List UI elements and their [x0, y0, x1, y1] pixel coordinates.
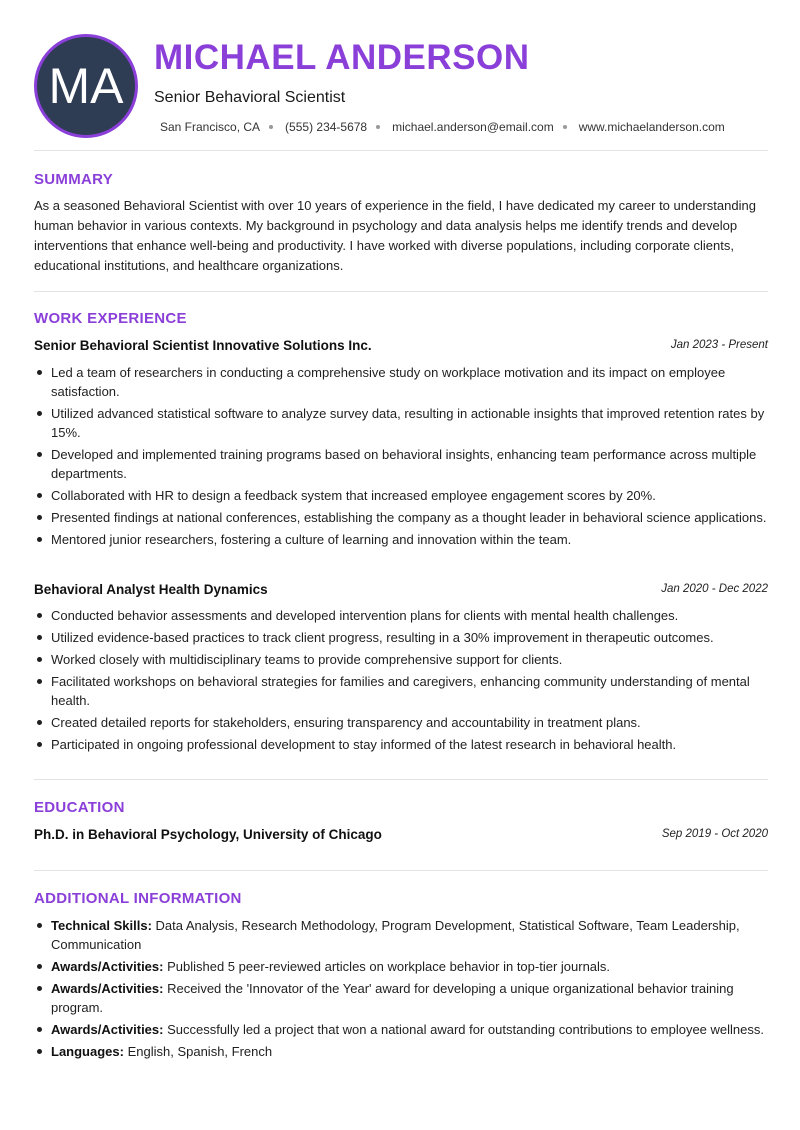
summary-heading: SUMMARY — [34, 171, 114, 188]
list-item — [34, 957, 768, 976]
item-text: Received the 'Innovator of the Year' award for developing a unique organizational behavior training program. — [51, 981, 734, 1015]
separator-dot-icon — [376, 125, 380, 129]
job-dates: Jan 2020 - Dec 2022 — [661, 583, 768, 595]
item-text: English, Spanish, French — [123, 1044, 273, 1059]
job-header — [34, 338, 768, 356]
avatar-initials: MA — [48, 58, 124, 114]
job-dates: Jan 2023 - Present — [670, 339, 768, 351]
list-item — [34, 1020, 768, 1039]
item-label: Awards/Activities: — [51, 959, 164, 974]
separator-dot-icon — [269, 125, 273, 129]
education-dates: Sep 2019 - Oct 2020 — [661, 828, 768, 840]
job-role: Senior Behavioral Scientist Innovative Solutions Inc. — [34, 338, 372, 353]
item-label: Awards/Activities: — [51, 981, 164, 996]
list-item: Developed and implemented training programs based on behavioral insights, enhancing team performance across multiple departments. — [34, 445, 768, 483]
divider — [34, 291, 768, 292]
list-item: Utilized advanced statistical software to analyze survey data, resulting in actionable insights that improved retention rates by 15%. — [34, 404, 768, 442]
list-item: Conducted behavior assessments and developed intervention plans for clients with mental health challenges. — [34, 606, 768, 625]
contact-location: San Francisco, CA — [160, 120, 261, 134]
item-label: Technical Skills: — [51, 918, 152, 933]
list-item: Utilized evidence-based practices to track client progress, resulting in a 30% improvement in therapeutic outcomes. — [34, 628, 768, 647]
work-experience-heading: WORK EXPERIENCE — [34, 310, 187, 327]
list-item: Worked closely with multidisciplinary teams to provide comprehensive support for clients. — [34, 650, 768, 669]
item-label: Awards/Activities: — [51, 1022, 164, 1037]
job-bullets — [34, 363, 768, 552]
list-item: Participated in ongoing professional development to stay informed of the latest research in behavioral health. — [34, 735, 768, 754]
contact-line — [160, 120, 725, 134]
job-role: Behavioral Analyst Health Dynamics — [34, 582, 268, 597]
additional-info-heading: ADDITIONAL INFORMATION — [34, 890, 242, 907]
list-item: Created detailed reports for stakeholders, ensuring transparency and accountability in treatment plans. — [34, 713, 768, 732]
avatar — [34, 34, 138, 138]
job-header — [34, 582, 768, 600]
contact-phone[interactable]: (555) 234-5678 — [285, 120, 368, 134]
contact-website[interactable]: www.michaelanderson.com — [578, 120, 725, 134]
list-item — [34, 916, 768, 954]
education-entry — [34, 827, 768, 845]
list-item: Collaborated with HR to design a feedback system that increased employee engagement scores by 20%. — [34, 486, 768, 505]
divider — [34, 870, 768, 871]
item-text: Successfully led a project that won a national award for outstanding contributions to employee wellness. — [163, 1022, 764, 1037]
item-text: Data Analysis, Research Methodology, Program Development, Statistical Software, Team Leadership, Communication — [51, 918, 740, 952]
item-text: Published 5 peer-reviewed articles on workplace behavior in top-tier journals. — [163, 959, 611, 974]
list-item — [34, 1042, 768, 1061]
divider — [34, 779, 768, 780]
separator-dot-icon — [563, 125, 567, 129]
contact-email[interactable]: michael.anderson@email.com — [392, 120, 554, 134]
item-label: Languages: — [51, 1044, 124, 1059]
additional-info-list — [34, 916, 768, 1064]
list-item: Presented findings at national conferences, establishing the company as a thought leader in behavioral science applications. — [34, 508, 768, 527]
list-item: Mentored junior researchers, fostering a culture of learning and innovation within the team. — [34, 530, 768, 549]
candidate-title: Senior Behavioral Scientist — [154, 89, 346, 106]
list-item: Facilitated workshops on behavioral strategies for families and caregivers, enhancing community understanding of mental health. — [34, 672, 768, 710]
education-heading: EDUCATION — [34, 799, 125, 816]
education-degree: Ph.D. in Behavioral Psychology, University of Chicago — [34, 827, 382, 842]
list-item: Led a team of researchers in conducting a comprehensive study on workplace motivation and its impact on employee satisfaction. — [34, 363, 768, 401]
candidate-name: MICHAEL ANDERSON — [154, 38, 530, 77]
resume-header — [34, 34, 768, 138]
list-item — [34, 979, 768, 1017]
summary-text: As a seasoned Behavioral Scientist with over 10 years of experience in the field, I have dedicated my career to understanding human behavior in various contexts. My background in psychology and data analysis helps me identify trends and develop interventions that enhance well-being and productivity. I have worked with diverse populations, including corporate clients, educational institutions, and healthcare organizations. — [34, 198, 756, 273]
divider — [34, 150, 768, 151]
job-bullets — [34, 606, 768, 757]
